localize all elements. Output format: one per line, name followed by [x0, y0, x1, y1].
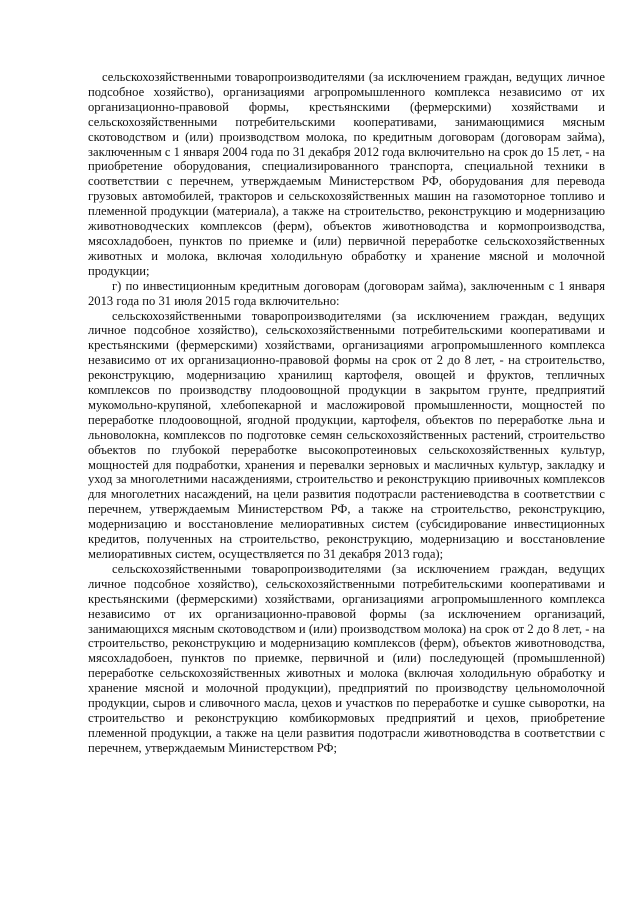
paragraph-3: сельскохозяйственными товаропроизводителями (за исключением граждан, ведущих личное подсобное хозяйство), сельскохозяйственными потребительскими кооперативами и крестьянскими (фермерскими) хозяйствами, организациями агропромышленного комплекса независимо от их организационно-правовой формы на срок от 2 до 8 лет, - на строительство, реконструкцию, модернизацию хранилищ картофеля, овощей и фруктов, тепличных комплексов по производству плодоовощной продукции в закрытом грунте, предприятий мукомольно-крупяной, хлебопекарной и масложировой промышленности, мощностей по переработке плодоовощной, ягодной продукции, картофеля, объектов по переработке льна и льноволокна, комплексов по подготовке семян сельскохозяйственных растений, строительство объектов по глубокой переработке высокопротеиновых сельскохозяйственных культур, мощностей для подработки, хранения и перевалки зерновых и масличных культур, закладку и уход за многолетними насаждениями, строительство и реконструкцию приивочных комплексов для многолетних насаждений, на цели развития подотрасли растениеводства в соответствии с перечнем, утверждаемым Министерством РФ, а также на строительство, реконструкцию, модернизацию и восстановление мелиоративных систем (субсидирование инвестиционных кредитов, полученных на строительство, реконструкцию, модернизацию и восстановление мелиоративных систем, осуществляется по 31 декабря 2013 года);	[88, 308, 605, 561]
paragraph-1: сельскохозяйственными товаропроизводителями (за исключением граждан, ведущих личное подсобное хозяйство), организациями агропромышленного комплекса независимо от их организационно-правовой формы, крестьянскими (фермерскими) хозяйствами и сельскохозяйственными потребительскими кооперативами, занимающимися мясным скотоводством и (или) производством молока, по кредитным договорам (договорам займа), заключенным с 1 января 2004 года по 31 декабря 2012 года включительно на срок до 15 лет, - на приобретение оборудования, специализированного транспорта, специальной техники в соответствии с перечнем, утверждаемым Министерством РФ, оборудования для перевода грузовых автомобилей, тракторов и сельскохозяйственных машин на газомоторное топливо и племенной продукции (материала), а также на строительство, реконструкцию и модернизацию животноводческих комплексов (ферм), объектов животноводства и кормопроизводства, мясохладобоен, пунктов по приемке и (или) первичной переработке сельскохозяйственных животных и молока, включая холодильную обработку и хранение мясной и молочной продукции;	[88, 70, 605, 278]
document-body	[88, 70, 605, 756]
paragraph-2: г) по инвестиционным кредитным договорам (договорам займа), заключенным с 1 января 2013 года по 31 июля 2015 года включительно:	[88, 278, 605, 308]
paragraph-4: сельскохозяйственными товаропроизводителями (за исключением граждан, ведущих личное подсобное хозяйство), сельскохозяйственными потребительскими кооперативами и крестьянскими (фермерскими) хозяйствами, организациями агропромышленного комплекса независимо от их организационно-правовой формы (за исключением организаций, занимающихся мясным скотоводством и (или) производством молока) на срок от 2 до 8 лет, - на строительство, реконструкцию и модернизацию комплексов (ферм), объектов животноводства, мясохладобоен, пунктов по приемке, первичной и (или) последующей (промышленной) переработке сельскохозяйственных животных и молока (включая холодильную обработку и хранение мясной и молочной продукции), предприятий по производству цельномолочной продукции, сыров и сливочного масла, цехов и участков по переработке и сушке сыворотки, на строительство и реконструкцию комбикормовых предприятий и цехов, приобретение племенной продукции, а также на цели развития подотрасли животноводства в соответствии с перечнем, утверждаемым Министерством РФ;	[88, 561, 605, 755]
